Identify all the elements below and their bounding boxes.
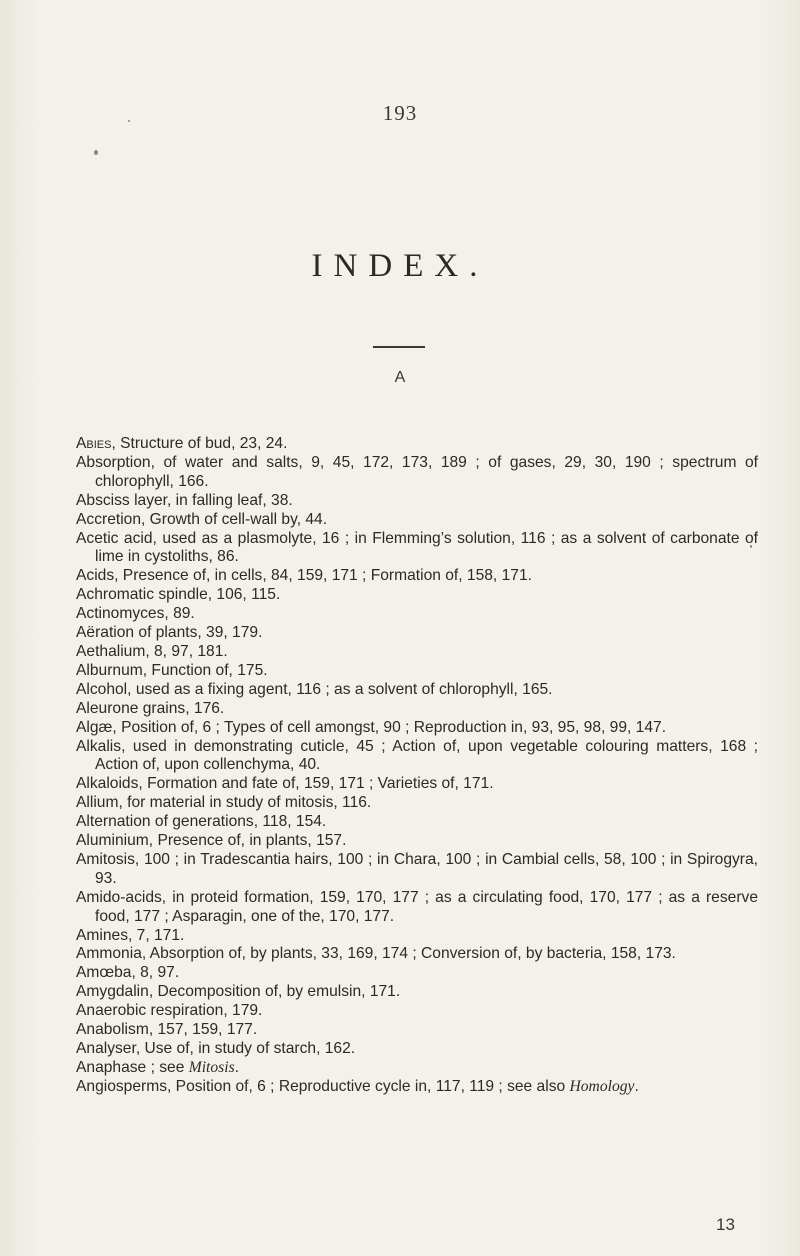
entry-tail: .: [634, 1077, 639, 1095]
paper-speck: [94, 150, 98, 155]
entry-text: ; see: [146, 1058, 189, 1076]
index-entry: [76, 983, 758, 1002]
entry-head: Amido-acids: [76, 888, 162, 906]
index-entry: [76, 927, 758, 946]
entry-text: , Position of, 6 ; Reproductive cycle in, 117, 119 ; see also: [167, 1077, 570, 1095]
entry-head: Alkaloids: [76, 775, 139, 793]
entry-head: Amœba: [76, 964, 132, 982]
entry-text: , of water and salts, 9, 45, 172, 173, 189 ; of gases, 29, 30, 190 ; spectrum of chlorophyll, 166.: [95, 453, 758, 490]
entry-head: Alcohol: [76, 680, 128, 698]
entry-head: Alternation: [76, 813, 151, 831]
entry-head: Amines: [76, 926, 128, 944]
entry-head: Absciss: [76, 491, 130, 509]
index-heading: INDEX.: [311, 248, 489, 284]
index-entry: [76, 567, 758, 586]
entry-head: Absorption: [76, 453, 151, 471]
entry-text: acid, used as a plasmolyte, 16 ; in Flemming’s solution, 116 ; as a solvent of carbonate of lime in cystoliths, 86.: [95, 529, 758, 566]
entry-text: , Presence of, in cells, 84, 159, 171 ; Formation of, 158, 171.: [114, 567, 532, 585]
entry-text: , 100 ; in Tradescantia hairs, 100 ; in Chara, 100 ; in Cambial cells, 58, 100 ; in Spirogyra, 93.: [95, 850, 758, 887]
entry-head: Acids: [76, 567, 115, 585]
index-entry: [76, 945, 758, 964]
entry-text: , Formation and fate of, 159, 171 ; Varieties of, 171.: [138, 775, 494, 793]
index-entry: [76, 813, 758, 832]
index-entry: [76, 794, 758, 813]
index-entry: [76, 586, 758, 605]
entry-tail: .: [234, 1058, 239, 1076]
entry-text: layer, in falling leaf, 38.: [129, 491, 293, 509]
entry-text: , in proteid formation, 159, 170, 177 ; as a circulating food, 170, 177 ; as a reserve food, 177 ; Asparagin, one of the, 170, 177.: [95, 888, 758, 925]
entry-crossref: Mitosis: [188, 1058, 235, 1076]
index-entry: [76, 624, 758, 643]
entry-text: of generations, 118, 154.: [150, 813, 327, 831]
entry-text: , 8, 97, 181.: [145, 642, 228, 660]
index-entry: [76, 1059, 758, 1078]
entry-head: Alkalis: [76, 737, 122, 755]
signature-mark: 13: [716, 1215, 735, 1234]
entry-head: Anabolism: [76, 1021, 149, 1039]
index-entry: [76, 662, 758, 681]
index-entry: [76, 1040, 758, 1059]
entry-head: Aëration: [76, 624, 135, 642]
index-entry: [76, 851, 758, 889]
entry-text: , Absorption of, by plants, 33, 169, 174 ; Conversion of, by bacteria, 158, 173.: [141, 945, 676, 963]
index-entry: [76, 889, 758, 927]
entry-head: Allium: [76, 794, 119, 812]
entry-head: Alburnum: [76, 661, 143, 679]
entry-text: , Decomposition of, by emulsin, 171.: [148, 983, 401, 1001]
entry-text: , Use of, in study of starch, 162.: [135, 1040, 356, 1057]
index-entry: [76, 492, 758, 511]
entry-head: Aluminium: [76, 832, 149, 850]
page-number: 193: [382, 101, 418, 125]
entry-text: , used as a fixing agent, 116 ; as a solvent of chlorophyll, 165.: [127, 680, 553, 698]
entry-head: Acetic: [76, 529, 119, 547]
index-entry: [76, 700, 758, 719]
entry-text: , Function of, 175.: [142, 661, 268, 679]
entry-text: , Growth of cell-wall by, 44.: [141, 510, 328, 528]
heading-rule: [373, 346, 425, 348]
index-entry: [76, 719, 758, 738]
entry-head: Amitosis: [76, 850, 135, 868]
index-entry: [76, 1078, 758, 1097]
index-entry: [76, 964, 758, 983]
entry-head: Aethalium: [76, 642, 146, 660]
index-entry: [76, 435, 758, 454]
entry-head: Algæ: [76, 718, 113, 736]
index-entry: [76, 1002, 758, 1021]
entry-head: Anaerobic: [76, 1002, 147, 1020]
index-entry: [76, 454, 758, 492]
index-entry: [76, 530, 758, 568]
section-letter: A: [394, 369, 406, 386]
index-entry: [76, 511, 758, 530]
entry-text: of plants, 39, 179.: [134, 624, 263, 642]
entry-text: , used in demonstrating cuticle, 45 ; Action of, upon vegetable colouring matters, 168 ; Action of, upon collenchyma, 40.: [95, 737, 758, 774]
entry-head: Accretion: [76, 510, 142, 528]
entry-text: , 8, 97.: [131, 964, 180, 982]
index-entry: [76, 775, 758, 794]
entry-text: , for material in study of mitosis, 116.: [118, 794, 372, 812]
entry-head: Actinomyces: [76, 605, 165, 623]
entry-head: Ammonia: [76, 945, 142, 963]
entry-head: Angiosperms: [76, 1077, 168, 1095]
index-entry: [76, 643, 758, 662]
entry-text: grains, 176.: [138, 699, 225, 717]
entry-text: , 7, 171.: [128, 926, 185, 944]
index-entry: [76, 738, 758, 776]
entry-crossref: Homology: [569, 1077, 635, 1095]
entry-head: Analyser: [76, 1040, 136, 1057]
entry-text: , 89.: [164, 605, 195, 623]
entry-text: , Structure of bud, 23, 24.: [111, 435, 288, 452]
entry-text: , Presence of, in plants, 157.: [148, 832, 347, 850]
entry-text: spindle, 106, 115.: [154, 586, 281, 604]
index-entry: [76, 605, 758, 624]
index-entries: [76, 435, 758, 1097]
entry-head: Aleurone: [76, 699, 139, 717]
index-entry: [76, 832, 758, 851]
entry-head: Achromatic: [76, 586, 154, 604]
index-entry: [76, 681, 758, 700]
entry-head: Anaphase: [76, 1058, 147, 1076]
entry-head: Abies: [76, 435, 112, 452]
entry-text: , Position of, 6 ; Types of cell amongst, 90 ; Reproduction in, 93, 95, 98, 99, 147.: [112, 718, 667, 736]
index-entry: [76, 1021, 758, 1040]
entry-text: , 157, 159, 177.: [148, 1021, 258, 1039]
entry-text: respiration, 179.: [146, 1002, 263, 1020]
entry-head: Amygdalin: [76, 983, 149, 1001]
